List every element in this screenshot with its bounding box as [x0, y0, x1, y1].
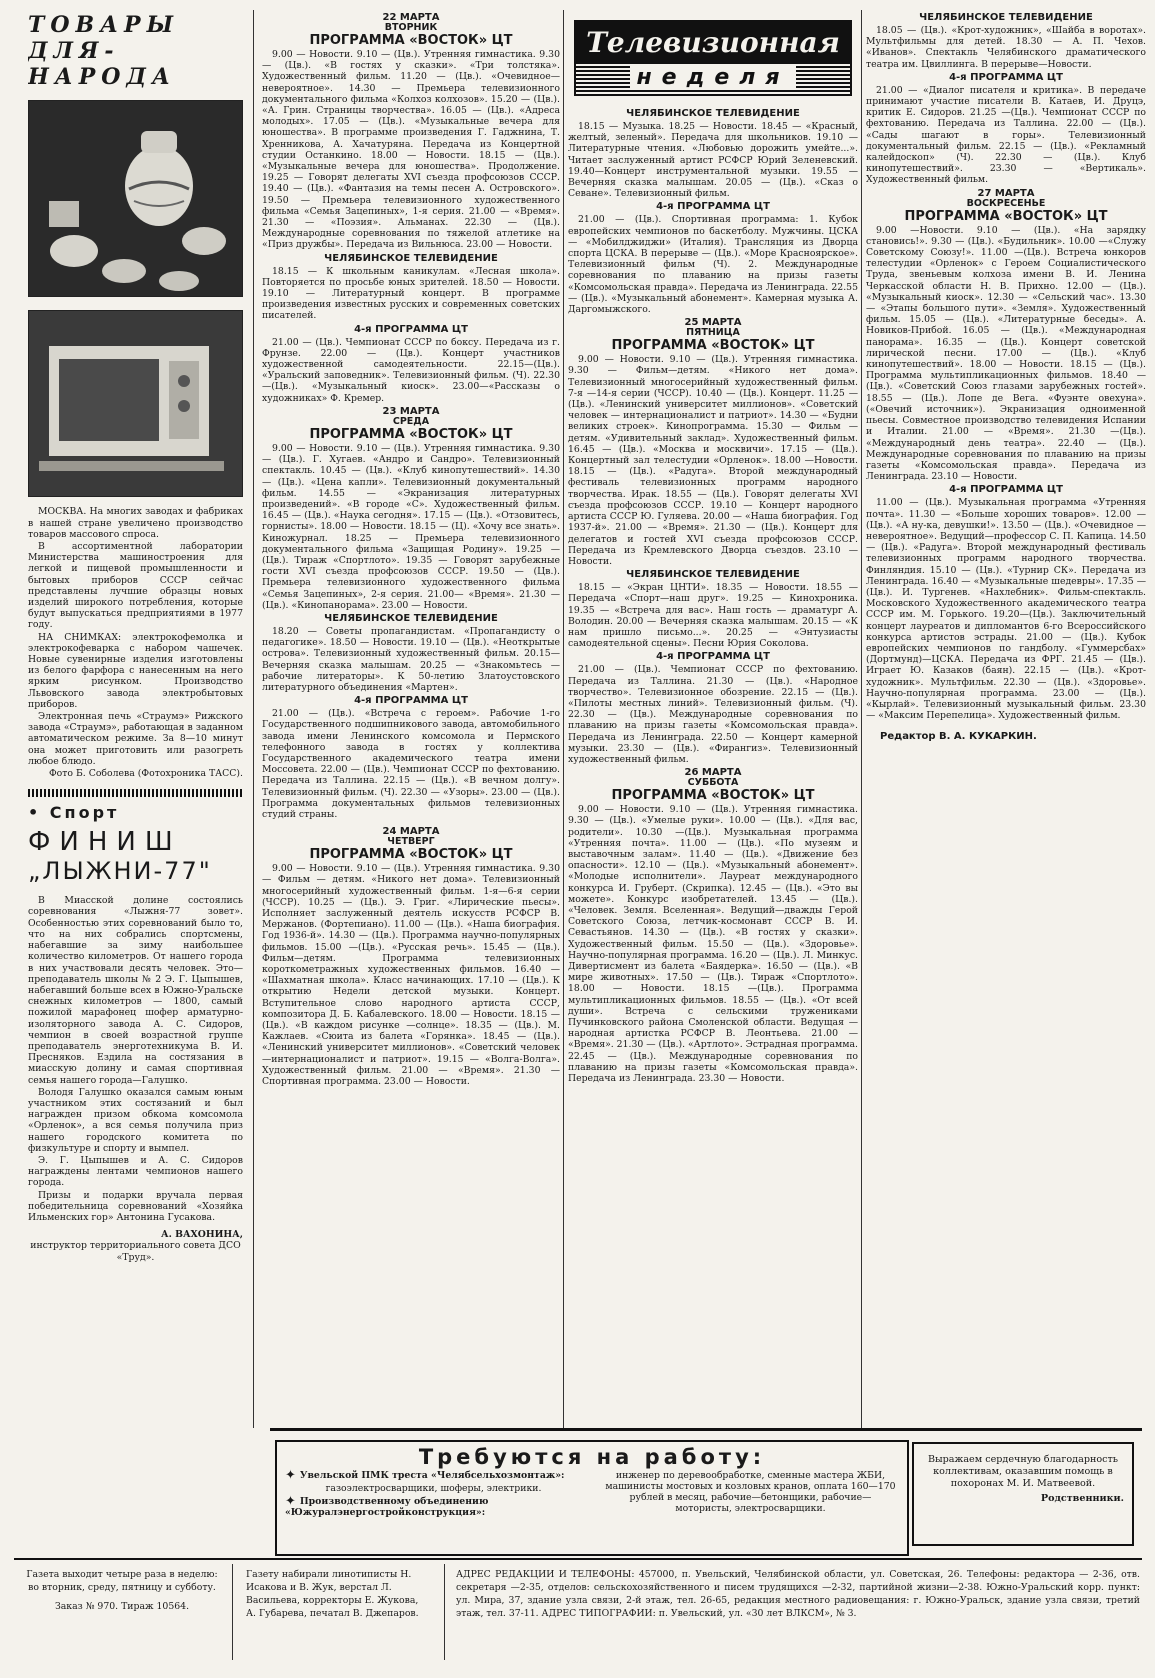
vacancy-list: газоэлектросварщики, шоферы, электрики.	[325, 1483, 542, 1494]
channel-heading: 4-я ПРОГРАММА ЦТ	[949, 71, 1063, 83]
program-listing: 21.00 — (Цв.). Спортивная программа: 1. Кубок европейских чемпионов по баскетболу. Мужчины. ЦСКА — «Мобилджиджи» (Италия). Трансляция из Дворца спорта ЦСКА. В перерыве — (Цв.). «Море Красноярское». Телевизионный фильм (Ч). 2. Международные соревнования по плаванию на призы газеты «Комсомольская правда». Передача из Ленинграда. 22.55 — (Цв.). «Музыкальный абонемент». Камерная музыка А. Даргомыжского.	[568, 214, 858, 316]
date-heading: 27 МАРТА	[977, 187, 1035, 199]
weekday-heading: ВОСКРЕСЕНЬЕ	[966, 197, 1046, 209]
sport-paragraph: Призы и подарки вручала первая победительница соревнований «Хозяйка Ильменских гор» Антонина Гусакова.	[28, 1189, 243, 1223]
photo-credit: Фото Б. Соболева (Фотохроника ТАСС).	[48, 768, 243, 780]
date-heading: 25 МАРТА	[684, 317, 742, 329]
tv-column-3	[568, 10, 858, 1420]
vacancy-list: инженер по деревообработке, сменные мастера ЖБИ, машинисты мостовых и козловых кранов, оплата 160—170 рублей в месяц, рабочие—бетонщики, рабочие—мотористы, электросварщики.	[605, 1470, 896, 1514]
logo-line-2: неделя	[630, 65, 795, 90]
channel-heading: 4-я ПРОГРАММА ЦТ	[656, 201, 770, 213]
weekday-heading: СРЕДА	[392, 415, 430, 427]
sport-subheadline: „ЛЫЖНИ-77"	[28, 857, 212, 886]
condolence-signature: Родственники.	[1040, 1493, 1124, 1504]
goods-paragraph: В ассортиментной лаборатории Министерства машиностроения для легкой и пищевой промышленности и бытовых приборов СССР сейчас представлены лучшие образцы новых изделий широкого потребления, которые будут выпускаться предприятиями в 1977 году.	[28, 541, 243, 631]
date-heading: 22 МАРТА	[382, 12, 440, 23]
program-listing: 9.00 — Новости. 9.10 — (Цв.). Утренняя гимнастика. 9.30 — Фильм—детям. «Никого нет дома». Телевизионный многосерийный художественный фильм. 7-я —14-я серии (ЧССР). 10.40 — (Цв.). Концерт. 11.25 —(Цв.). «Ленинский университет миллионов». «Советский человек — интернационалист и патриот». 14.30 — «Будни великих строек». Кинопрограмма. 15.30 — Фильм — детям. «Удивительный заклад». Художественный фильм. 16.45 — (Цв.). «Москва и москвичи». 17.15 — (Цв.). Концертный зал телестудии «Орленок». 18.00 —Новости. 18.15 — (Цв.). «Радуга». Второй международный фестиваль телевизионных программ народного творчества. Ирак. 18.55 — (Цв.). Говорят делегаты XVI съезда профсоюзов СССР. 19.10 — Концерт народного артиста СССР Ю. Гуляева. 20.00 — «Наша биография. Год 1937-й». 21.00 — «Время». 21.30 — (Цв.). Концерт для делегатов и гостей XVI съезда профсоюзов СССР. Передача из Кремлевского Дворца съездов. 23.10 — Новости.	[568, 354, 858, 567]
program-listing: 18.05 — (Цв.). «Крот-художник», «Шайба в воротах». Мультфильмы для детей. 18.30 — А. П. Чехов. «Иванов». Спектакль Челябинского драматического театра им. Цвиллинга. В перерыве—Новости.	[866, 25, 1146, 70]
program-listing: 9.00 — Новости. 9.10 — (Цв.). Утренняя гимнастика. 9.30 — (Цв.). Г. Хугаев. «Андро и Сандро». Телевизионный спектакль. 10.45 — (Цв.). «Клуб кинопутешествий». 14.30 — (Цв.). «Цена капли». Телевизионный документальный фильм. 14.55 — «Экранизация литературных произведений». «В городе «С». Художественный фильм. 16.45 — (Цв.). «Наука сегодня». 17.15 — (Цв.). «Отзовитесь, горнисты». 18.00 — Новости. 18.15 — (Ц). «Хочу все знать». Киножурнал. 18.25 — Премьера телевизионного документального фильма «Защищая Родину». 19.25 — (Цв.). Тираж «Спортлото». 19.35 — Говорят зарубежные гости XVI съезда профсоюзов СССР. 19.50 — (Цв.). Премьера телевизионного художественного фильма «Семья Зацепиных», 2-я серия. 21.00— «Время». 21.30 — (Цв.). «Кинопанорама». 23.00 — Новости.	[262, 442, 560, 611]
goods-paragraph: МОСКВА. На многих заводах и фабриках в нашей стране увеличено производство товаров массового спроса.	[28, 506, 243, 540]
date-heading: 24 МАРТА	[382, 826, 440, 838]
goods-paragraph: НА СНИМКАХ: электрокофемолка и электрокофеварка с набором чашечек. Новые сувенирные изделия изготовлены из белого фарфора с нанесенным на него ярким рисунком. Производство Львовского завода электробытовых приборов.	[28, 631, 243, 710]
employer-name: Увельской ПМК треста «Челябсельхозмонтаж»:	[299, 1470, 565, 1481]
section-divider	[28, 789, 243, 797]
date-heading: 26 МАРТА	[684, 767, 742, 779]
program-listing: 18.15 — «Экран ЦНТИ». 18.35 — Новости. 18.55 — Передача «Спорт—наш друг». 19.25 — Кинохроника. 19.35 — «Встреча для вас». Наш гость — драматург А. Володин. 20.00 — Вечерняя сказка малышам. 20.15 — «К нам пришло письмо...». 20.25 — «Энтузиасты самодеятельной сцены». Песни Юрия Соколова.	[568, 582, 858, 650]
channel-heading: ПРОГРАММА «ВОСТОК» ЦТ	[611, 338, 815, 354]
tv-column-4	[866, 10, 1146, 1420]
footer-rule	[444, 1564, 445, 1660]
program-listing: 18.15 — Музыка. 18.25 — Новости. 18.45 — «Красный, желтый, зеленый». Передача для школьников. 19.10 — Литературные чтения. «Любовью дорожить умейте...». Читает заслуженный артист РСФСР Юрий Зеленевский. 19.40—Концерт инструментальной музыки. 19.55 — Вечерняя сказка малышам. 20.05 — (Цв.). «Сказ о Севане». Телевизионный фильм.	[568, 121, 858, 200]
star-icon: ✦	[285, 1494, 296, 1509]
channel-heading: 4-я ПРОГРАММА ЦТ	[656, 651, 770, 663]
program-listing: 21.00 — (Цв.). Чемпионат СССР по боксу. Передача из г. Фрунзе. 22.00 — (Цв.). Концерт участников художественной самодеятельности. 22.15—(Цв.). «Уральский заповедник». Телевизионный фильм. (Ч). 22.30 —(Цв.). «Музыкальный киоск». 23.00—«Рассказы о художниках» Ф. Кремер.	[262, 336, 560, 404]
editorial-address: АДРЕС РЕДАКЦИИ И ТЕЛЕФОНЫ: 457000, п. Увельский, Челябинской области, ул. Советская, 26. Телефоны: редактора — 2-36, отв. секретаря —2-35, отделов: сельскохозяйственного и писем трудящихся —2-32, партийной жизни—2-38. Южно-Уральский корр. пункт: ул. Мира, 37, здание узла связи, 2-й этаж, тел. 26-65, редакция местного радиовещания: г. Южно-Уральск, здание узла связи, третий этаж, тел. 37-11. АДРЕС ТИПОГРАФИИ: п. Увельский, ул. «30 лет ВЛКСМ», № 3.	[456, 1569, 1140, 1619]
date-heading: 23 МАРТА	[382, 405, 440, 417]
column-rule	[861, 10, 862, 1428]
photo-microwave-oven	[28, 310, 243, 497]
sport-paragraph: Володя Галушко оказался самым юным участником этих состязаний и был награжден призом обкома комсомола «Орленок», а вся семья получила приз нашего городского комитета по физкультуре и спорту и вымпел.	[28, 1086, 243, 1154]
jobs-title: Требуются на работу:	[418, 1445, 766, 1469]
program-listing: 18.20 — Советы пропагандистам. «Пропагандисту о педагогике». 18.50 — Новости. 19.10 — (Цв.). «Неоткрытые острова». Телевизионный художественный фильм. 20.15— Вечерняя сказка малышам. 20.25 — «Знакомьтесь — рабочие литераторы». К 50-летию Златоустовского литературного объединения «Мартен».	[262, 625, 560, 693]
channel-heading: ЧЕЛЯБИНСКОЕ ТЕЛЕВИДЕНИЕ	[626, 569, 800, 581]
print-staff: Газету набирали линотиписты Н. Исакова и В. Жук, верстал Л. Васильева, корректоры Е. Жукова, А. Губарева, печатал В. Джепаров.	[246, 1569, 419, 1619]
tv-week-logo	[574, 20, 852, 96]
left-column	[28, 10, 243, 1555]
sport-paragraph: В Миасской долине состоялись соревнования «Лыжня-77 зовет». Особенностью этих соревнований было то, что на них собрались спортсмены, набегавшие за зиму наибольшее количество километров. От нашего города в них участвовали десять человек. Это—преподаватель школы № 2 Э. Г. Цыпышев, набегавший больше всех в Южно-Уральске снежных километров — 1800, самый пожилой марафонец шофер арматурно-изоляторного завода А. С. Сидоров, чемпион в своей возрастной группе преподаватель энерготехникума В. И. Пресняков. Ездила на состязания в миасскую долину и самая спортивная семья нашего города—Галушко.	[28, 895, 243, 1086]
star-icon: ✦	[285, 1468, 296, 1483]
channel-heading: ЧЕЛЯБИНСКОЕ ТЕЛЕВИДЕНИЕ	[626, 108, 800, 119]
channel-heading: ПРОГРАММА «ВОСТОК» ЦТ	[611, 788, 815, 804]
program-listing: 18.15 — К школьным каникулам. «Лесная школа». Повторяется по просьбе юных зрителей. 18.50 — Новости. 19.10 — Литературный концерт. В программе произведения известных русских и современных советских писателей.	[262, 265, 560, 322]
channel-heading: 4-я ПРОГРАММА ЦТ	[354, 695, 468, 707]
jobs-advertisement	[275, 1440, 909, 1556]
column-rule	[253, 10, 254, 1428]
program-listing: 9.00 — Новости. 9.10 — (Цв.). Утренняя гимнастика. 9.30 — Фильм — детям. «Никого нет дома». Телевизионный многосерийный художественный фильм. 1-я—6-я серии (ЧССР). 10.25 — (Цв.). Э. Григ. «Лирические пьесы». Исполняет заслуженный деятель искусств РСФСР В. Мержанов. (Фортепиано). 11.00 — (Цв.). «Наша биография. Год 1936-й». 14.30 — (Цв.). Программа научно-популярных фильмов. 15.00 —(Цв.). «Русская речь». 15.45 — (Цв.). Фильм—детям. Программа телевизионных короткометражных художественных фильмов. 16.40 — «Шахматная школа». Класс начинающих. 17.10 — (Цв.). К открытию Недели детской музыки. Концерт. Вступительное слово народного артиста СССР, композитора Д. Б. Кабалевского. 18.00 — Новости. 18.15 — (Цв.). «В каждом рисунке —солнце». 18.35 — (Цв.). М. Кажлаев. «Сюита из балета «Горянка». 18.45 — (Цв.). «Ленинский университет миллионов». «Советский человек—интернационалист и патриот». 19.15 — «Волга-Волга». Художественный фильм. 21.00 — «Время». 21.30 — Спортивная программа. 23.00 — Новости.	[262, 863, 560, 1088]
column-rule	[563, 10, 564, 1428]
program-listing: 9.00 —Новости. 9.10 — (Цв.). «На зарядку становись!». 9.30 — (Цв.). «Будильник». 10.00 —«Служу Советскому Союзу!». 11.00 —(Цв.). Встреча юнкоров телестудии «Орленок» с Героем Социалистического Труда, звеньевым колхоза имени В. И. Ленина Черкасской области Н. В. Прихно. 12.00 — (Цв.). «Музыкальный киоск». 12.30 — «Сельский час». 13.30 — «Этапы большого пути». «Земля». Художественный фильм. 15.05 — (Цв.). «Литературные беседы». А. Новиков-Прибой. 16.05 — (Цв.). «Международная панорама». 16.35 — (Цв.). Концерт советской лирической песни. 17.00 — (Цв.). «Клуб кинопутешествий». 18.00 — Новости. 18.15 — (Цв.). Программа мультипликационных фильмов. 18.40 — (Цв.). «Советский Союз глазами зарубежных гостей». 18.55 — (Цв.). Лопе де Вега. «Фуэнте овехуна». («Овечий источник»). Экранизация одноименной пьесы. Совместное производство телевидения Испании и Италии. 21.00 — «Время». 21.30 —(Цв.). «Международный день театра». 22.40 — (Цв.). Международные соревнования по плаванию на призы газеты «Комсомольская правда». Передача из Ленинграда. 23.10 — Новости.	[866, 224, 1146, 483]
channel-heading: 4-я ПРОГРАММА ЦТ	[949, 484, 1063, 496]
condolence-notice	[912, 1442, 1134, 1546]
program-listing: 21.00 — (Цв.). «Встреча с героем». Рабочие 1-го Государственного подшипникового завода, автомобильного завода имени Ленинского комсомола и Пермского телефонного завода в гостях у коллектива Государственного академического театра имени Моссовета. 22.00 — (Цв.). Чемпионат СССР по фехтованию. Передача из Таллина. 22.15 — (Цв.). «В вечном долгу». Телевизионный фильм. (Ч). 22.30 — «Узоры». 23.00 — (Цв.). Программа документальных фильмов телевизионных студий страны.	[262, 708, 560, 820]
weekday-heading: ЧЕТВЕРГ	[387, 836, 435, 848]
author-name: А. ВАХОНИНА,	[161, 1229, 243, 1241]
tv-column-2	[262, 10, 560, 1420]
program-listing: 21.00 — «Диалог писателя и критика». В передаче принимают участие писатели В. Катаев, И. Друцэ, критик Е. Сидоров. 21.25 —(Цв.). Чемпионат СССР по фехтованию. Передача из Таллина. 22.00 — (Цв.). «Сады шагают в горы». Телевизионный документальный фильм. 22.15 — (Цв.). «Рекламный калейдоскоп» (Ч). 22.30 — (Цв.). Клуб кинопутешествий». 23.30 — «Вертикаль». Художественный фильм.	[866, 84, 1146, 186]
weekday-heading: СУББОТА	[687, 777, 739, 789]
publication-schedule: Газета выходит четыре раза в неделю: во вторник, среду, пятницу и субботу. Заказ № 970. Тираж 10564.	[22, 1568, 222, 1613]
program-listing: 21.00 — (Цв.). Чемпионат СССР по фехтованию. Передача из Таллина. 21.30 — (Цв.). «Народное творчество». Телевизионное обозрение. 22.15 — (Цв.). «Пилоты местных линий». Телевизионный фильм. (Ч). 22.30 — (Цв.). Международные соревнования по плаванию на призы газеты «Комсомольская правда». Передача из Ленинграда. 22.50 — Концерт камерной музыки. 23.30 — (Цв.). «Фирангиз». Телевизионный художественный фильм.	[568, 664, 858, 765]
weekday-heading: ПЯТНИЦА	[686, 327, 740, 339]
program-listing: 9.00 — Новости. 9.10 — (Цв.). Утренняя гимнастика. 9.30 — (Цв.). «В гостях у сказки». «Три толстяка». Художественный фильм. 11.20 — (Цв.). «Очевидное—невероятное». 14.30 — Премьера телевизионного документального фильма «Колхоз колхозов». 15.20 — (Цв.). «А. Грин. Страницы творчества». 16.05 — (Цв.). «Адреса молодых». 17.05 — (Цв.). «Музыкальные вечера для юношества». В программе произведения Г. Гаджнина, Т. Хренникова, А. Хачатуряна. Передача из Концертной студии Останкино. 18.00 — Новости. 18.15 — (Цв.). «Музыкальные вечера для юношества». Продолжение. 19.25 — Говорят делегаты XVI съезда профсоюзов СССР. 19.40 — (Цв.). «Фантазия на темы песен А. Островского». 19.50 — Премьера телевизионного художественного фильма «Семья Зацепиных», 1-я серия. 21.00 — «Время». 21.30 — «Поэзия». Альманах. 22.30 — (Цв.). Международные соревнования по тяжелой атлетике на «Приз дружбы». Передача из Вильнюса. 23.00 — Новости.	[262, 49, 560, 251]
channel-heading: 4-я ПРОГРАММА ЦТ	[354, 323, 468, 335]
channel-heading: ПРОГРАММА «ВОСТОК» ЦТ	[309, 847, 513, 863]
weekday-heading: ВТОРНИК	[384, 22, 438, 33]
section-rule	[270, 1428, 1142, 1431]
editor-signature: Редактор В. А. КУКАРКИН.	[880, 731, 1037, 743]
logo-line-1: Телевизионная	[576, 22, 850, 64]
footer-rule	[14, 1558, 1142, 1560]
condolence-text: Выражаем сердечную благодарность коллективам, оказавшим помощь в похоронах М. И. Матвеевой.	[927, 1454, 1119, 1489]
program-listing: 9.00 — Новости. 9.10 — (Цв.). Утренняя гимнастика. 9.30 — (Цв.). «Умелые руки». 10.00 — (Цв.). «Для вас, родители». 10.30 —(Цв.). Музыкальная программа «Утренняя почта». 11.00 — (Цв.). «По музеям и выставочным залам». 11.40 — (Цв.). «Движение без опасности». 12.10 — (Цв.). «Музыкальный абонемент». «Молодые исполнители». Лауреат международного конкурса И. Груберт. (Скрипка). 12.45 — (Цв.). «Это вы можете». Конкурс изобретателей. 13.45 — (Цв.). «Человек. Земля. Вселенная». Ведущий—дважды Герой Советского Союза, летчик-космонавт СССР В. И. Севастьянов. 14.30 — (Цв.). «В гостях у сказки». Художественный фильм. 15.50 — (Цв.). «Здоровье». Научно-популярная программа. 16.20 — (Цв.). Л. Минкус. Дивертисмент из балета «Баядерка». 16.50 — (Цв.). «В мире животных». 17.50 — (Цв.). Тираж «Спортлото». 18.00 — Новости. 18.15 —(Цв.). Программа мультипликационных фильмов. 18.55 — (Цв.). «От всей души». Встреча с сельскими тружениками Пучинковского района Смоленской области. Ведущая —народная артистка РСФСР В. Леонтьева. 21.00 — «Время». 21.30 — (Цв.). «Артлото». Эстрадная программа. 22.45 — (Цв.). Международные соревнования по плаванию на призы газеты «Комсомольская правда». Передача из Ленинграда. 23.30 — Новости.	[568, 804, 858, 1085]
channel-heading: ЧЕЛЯБИНСКОЕ ТЕЛЕВИДЕНИЕ	[324, 252, 498, 264]
goods-headline: ТОВАРЫ ДЛЯ- НАРОДА	[28, 12, 180, 90]
footer-rule	[232, 1564, 233, 1660]
program-listing: 11.00 — (Цв.). Музыкальная программа «Утренняя почта». 11.30 — «Больше хороших товаров». 12.00 — (Цв.). «А ну-ка, девушки!». 13.50 — (Цв.). «Очевидное — невероятное». Ведущий—профессор С. П. Капица. 14.50 — (Цв.). «Радуга». Второй международный фестиваль телевизионных программ народного творчества. Финляндия. 15.10 — (Цв.). «Турнир СК». Передача из Ленинграда. 16.40 — «Музыкальные шедевры». 17.35 — (Цв.). И. Тургенев. «Нахлебник». Фильм-спектакль. Московского Художественного академического театра СССР им. М. Горького. 19.20—(Цв.). Заключительный концерт лауреатов и дипломантов 6-го Всероссийского конкурса артистов эстрады. 21.00 — (Цв.). Кубок европейских чемпионов по гандболу. «Гуммерсбах» (Дортмунд)—ЦСКА. Передача из ФРГ. 21.45 — (Цв.). Играет Ю. Казаков (баян). 22.15 — (Цв.). «Крот-художник». Мультфильм. 22.30 — (Цв.). «Здоровье». Научно-популярная программа. 23.00 — (Цв.). «Кырлай». Телевизионный музыкальный фильм. 23.30 — «Максим Перепелица». Художественный фильм.	[866, 497, 1146, 722]
employer-name: Производственному объединению «Южуралэнергостройконструкция»:	[285, 1496, 489, 1518]
channel-heading: ЧЕЛЯБИНСКОЕ ТЕЛЕВИДЕНИЕ	[324, 612, 498, 624]
channel-heading: ПРОГРАММА «ВОСТОК» ЦТ	[904, 208, 1108, 224]
author-role: инструктор территориального совета ДСО «Труд».	[30, 1240, 241, 1263]
sport-headline: ФИНИШ	[28, 827, 182, 858]
channel-heading: ПРОГРАММА «ВОСТОК» ЦТ	[309, 426, 513, 442]
sport-paragraph: Э. Г. Цыпышев и А. С. Сидоров награждены лентами чемпионов нашего города.	[28, 1154, 243, 1189]
photo-coffee-set	[28, 100, 243, 297]
sport-kicker: • Спорт	[28, 803, 120, 823]
channel-heading: ЧЕЛЯБИНСКОЕ ТЕЛЕВИДЕНИЕ	[919, 12, 1093, 23]
goods-paragraph: Электронная печь «Страумэ» Рижского завода «Страумэ», работающая в заданном автоматическом режиме. За 8—10 минут она может приготовить или разогреть любое блюдо.	[28, 711, 243, 767]
order-info: Заказ № 970. Тираж 10564.	[54, 1601, 190, 1612]
channel-heading: ПРОГРАММА «ВОСТОК» ЦТ	[309, 33, 513, 48]
